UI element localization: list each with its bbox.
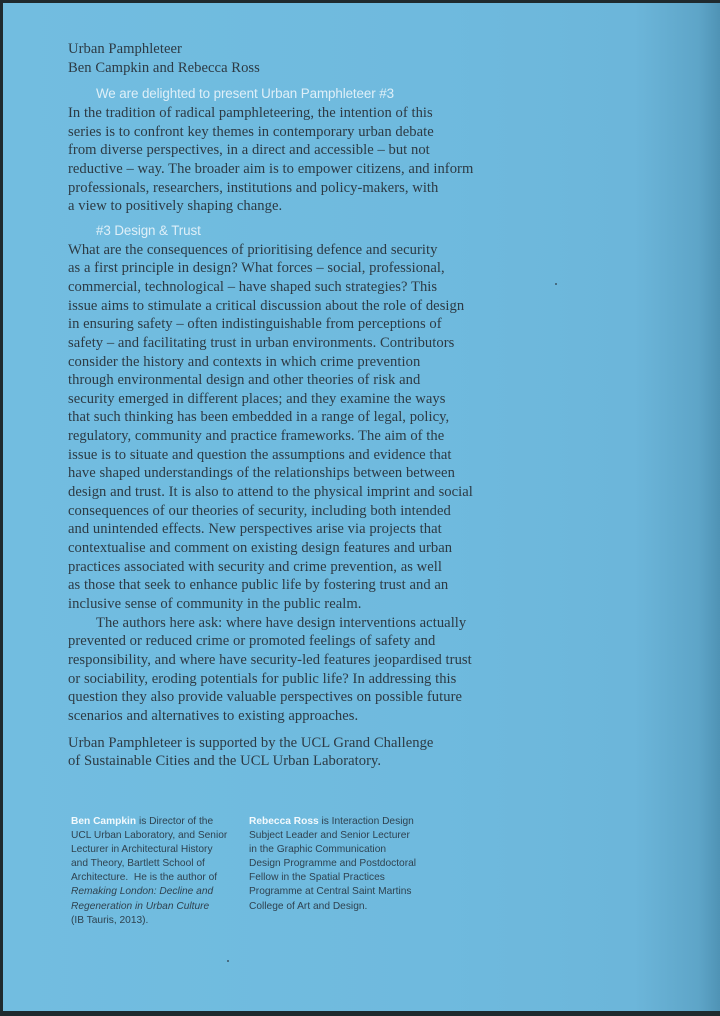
bio-text: and Theory, Bartlett School of [71, 858, 205, 870]
intro-line: series is to confront key themes in contemporary urban debate [68, 123, 434, 140]
main-content [68, 40, 538, 771]
body-line: or sociability, eroding potentials for public life? In addressing this [68, 670, 457, 687]
support-note [68, 734, 538, 771]
authors-line: Ben Campkin and Rebecca Ross [68, 59, 260, 76]
body-line: as a first principle in design? What forces – social, professional, [68, 260, 445, 277]
bio-text: (IB Tauris, 2013). [71, 914, 149, 926]
bio-text: is Interaction Design [318, 816, 414, 827]
bio-ben-campkin [71, 815, 249, 928]
body-line: practices associated with security and crime prevention, as well [68, 558, 442, 575]
publication-title: Urban Pamphleteer [68, 41, 182, 57]
body-line: inclusive sense of community in the public realm. [68, 596, 362, 613]
book-title: Remaking London: Decline and [71, 886, 214, 898]
body-line: prevented or reduced crime or promoted feelings of safety and [68, 633, 436, 650]
body-line: have shaped understandings of the relationships between between [68, 465, 455, 482]
intro-paragraph [68, 104, 538, 216]
intro-line: professionals, researchers, institutions and policy-makers, with [68, 179, 439, 196]
intro-heading: We are delighted to present Urban Pamphleteer #3 [96, 86, 394, 102]
book-title: Regeneration in Urban Culture [71, 900, 210, 912]
bio-text: in the Graphic Communication [249, 844, 387, 856]
body-line: safety – and facilitating trust in urban environments. Contributors [68, 334, 455, 351]
body-line: design and trust. It is also to attend to the physical imprint and social [68, 484, 473, 501]
bio-text: is Director of the [136, 816, 214, 827]
body-line: regulatory, community and practice frameworks. The aim of the [68, 428, 445, 445]
body-line: consider the history and contexts in which crime prevention [68, 353, 421, 370]
support-line: of Sustainable Cities and the UCL Urban Laboratory. [68, 753, 382, 770]
body-line: What are the consequences of prioritising defence and security [68, 241, 438, 258]
title-block [68, 40, 538, 77]
body-line: contextualise and comment on existing design features and urban [68, 540, 453, 557]
body-line: issue is to situate and question the assumptions and evidence that [68, 446, 452, 463]
issue-paragraph-2 [68, 614, 538, 726]
bio-text: Architecture. He is the author of [71, 872, 218, 884]
body-line: issue aims to stimulate a critical discussion about the role of design [68, 297, 465, 314]
bio-rebecca-ross [249, 815, 439, 928]
body-line: in ensuring safety – often indistinguishable from perceptions of [68, 316, 442, 333]
body-line: commercial, technological – have shaped such strategies? This [68, 278, 438, 295]
author-bios [71, 815, 451, 928]
bio-text: Lecturer in Architectural History [71, 844, 213, 856]
bio-text: Design Programme and Postdoctoral [249, 858, 417, 870]
bio-text: Programme at Central Saint Martins [249, 886, 412, 898]
bio-name: Ben Campkin [71, 816, 137, 827]
issue-section [68, 222, 538, 726]
intro-line: In the tradition of radical pamphleteering, the intention of this [68, 104, 433, 121]
intro-line: from diverse perspectives, in a direct and accessible – but not [68, 142, 430, 159]
intro-section [68, 85, 538, 216]
body-line: The authors here ask: where have design interventions actually [96, 614, 467, 631]
body-line: responsibility, and where have security-led features jeopardised trust [68, 652, 472, 668]
bio-text: UCL Urban Laboratory, and Senior [71, 830, 228, 842]
paper-speck [227, 960, 229, 962]
body-line: question they also provide valuable perspectives on possible future [68, 689, 463, 706]
bio-text: Subject Leader and Senior Lecturer [249, 830, 410, 842]
body-line: as those that seek to enhance public life by fostering trust and an [68, 577, 449, 594]
body-line: through environmental design and other theories of risk and [68, 372, 421, 389]
intro-line: a view to positively shaping change. [68, 198, 283, 215]
support-line: Urban Pamphleteer is supported by the UCL Grand Challenge [68, 734, 434, 751]
bio-text: College of Art and Design. [249, 900, 368, 912]
body-line: and unintended effects. New perspectives arise via projects that [68, 521, 442, 538]
intro-line: reductive – way. The broader aim is to empower citizens, and inform [68, 160, 474, 177]
issue-heading: #3 Design & Trust [96, 222, 201, 238]
body-line: security emerged in different places; and they examine the ways [68, 390, 446, 407]
body-line: that such thinking has been embedded in a range of legal, policy, [68, 409, 450, 426]
issue-paragraph-1 [68, 241, 538, 614]
bio-name: Rebecca Ross [249, 816, 319, 827]
bio-text: Fellow in the Spatial Practices [249, 872, 385, 884]
body-line: consequences of our theories of security, including both intended [68, 502, 451, 519]
paper-speck [555, 283, 557, 285]
pamphlet-page [3, 3, 720, 1011]
body-line: scenarios and alternatives to existing approaches. [68, 707, 359, 724]
